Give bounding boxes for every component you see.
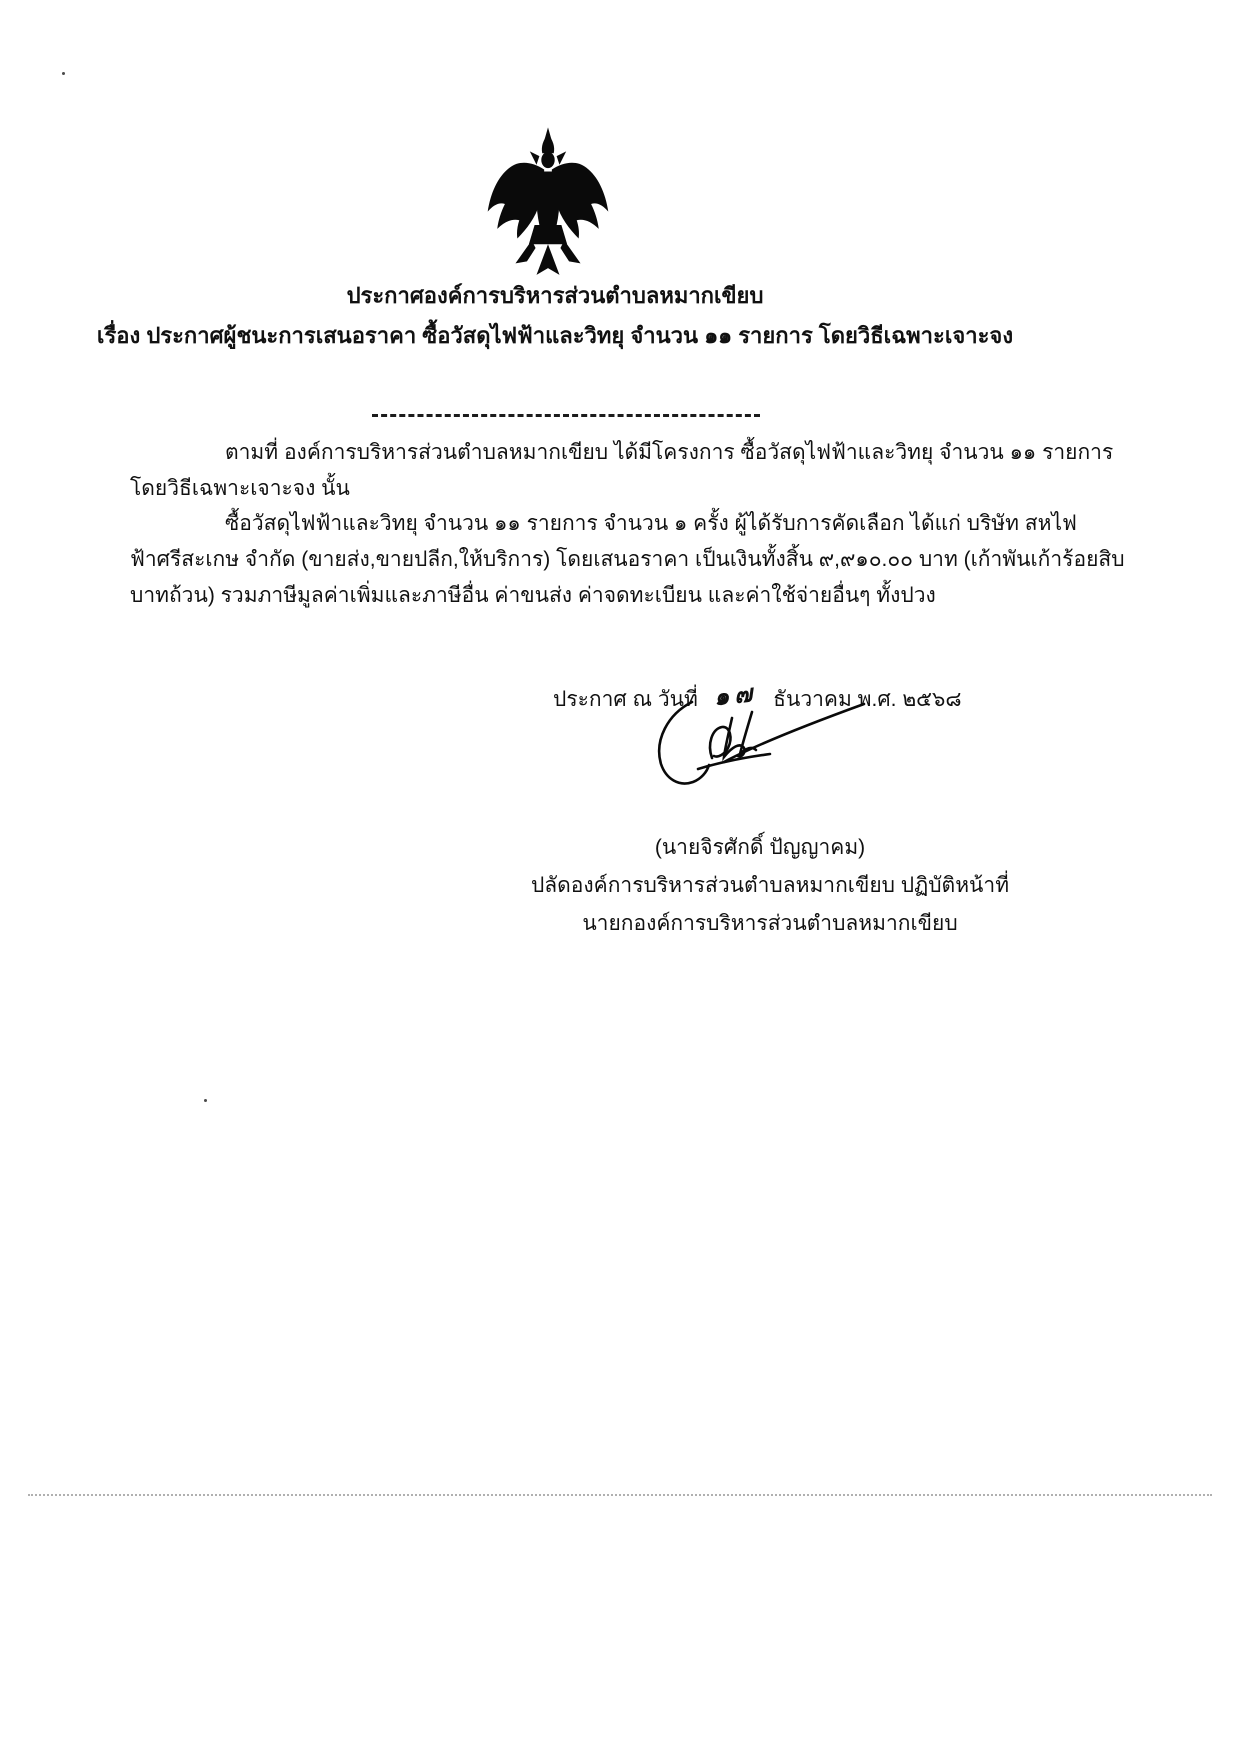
paragraph1-line-2: โดยวิธีเฉพาะเจาะจง นั้น — [130, 477, 350, 500]
title-line-1: ประกาศองค์การบริหารส่วนตำบลหมากเขียบ — [346, 283, 764, 308]
signature-scribble — [628, 696, 873, 796]
paragraph2-line-2: ฟ้าศรีสะเกษ จำกัด (ขายส่ง,ขายปลีก,ให้บริการ) โดยเสนอราคา เป็นเงินทั้งสิ้น ๙,๙๑๐.๐๐ บาท (เก้าพันเก้าร้อยสิบ — [130, 548, 1125, 571]
scan-speck — [62, 72, 65, 75]
handwritten-day: ๑๗ — [712, 679, 759, 712]
title-line-2: เรื่อง ประกาศผู้ชนะการเสนอราคา ซื้อวัสดุไฟฟ้าและวิทยุ จำนวน ๑๑ รายการ โดยวิธีเฉพาะเจาะจง — [96, 323, 1014, 348]
scan-artifact-dotted-line — [28, 1494, 1212, 1496]
paragraph2-line-3: บาทถ้วน) รวมภาษีมูลค่าเพิ่มและภาษีอื่น ค่าขนส่ง ค่าจดทะเบียน และค่าใช้จ่ายอื่นๆ ทั้งปวง — [130, 584, 936, 607]
signatory-name: (นายจิรศักดิ์ ปัญญาคม) — [654, 836, 866, 859]
scan-speck — [204, 1099, 207, 1102]
signatory-position-line-1: ปลัดองค์การบริหารส่วนตำบลหมากเขียบ ปฏิบัติหน้าที่ — [530, 874, 1010, 897]
date-suffix: ธันวาคม พ.ศ. ๒๕๖๘ — [773, 688, 962, 711]
paragraph1-line-1: ตามที่ องค์การบริหารส่วนตำบลหมากเขียบ ได้มีโครงการ ซื้อวัสดุไฟฟ้าและวิทยุ จำนวน ๑๑ รายการ — [225, 441, 1114, 464]
paragraph2-line-1: ซื้อวัสดุไฟฟ้าและวิทยุ จำนวน ๑๑ รายการ จำนวน ๑ ครั้ง ผู้ได้รับการคัดเลือก ได้แก่ บริษัท สหไฟ — [225, 512, 1077, 535]
title-divider — [372, 414, 760, 417]
date-prefix: ประกาศ ณ วันที่ — [553, 688, 698, 711]
garuda-emblem-icon — [481, 126, 615, 282]
signatory-position-line-2: นายกองค์การบริหารส่วนตำบลหมากเขียบ — [582, 912, 958, 935]
